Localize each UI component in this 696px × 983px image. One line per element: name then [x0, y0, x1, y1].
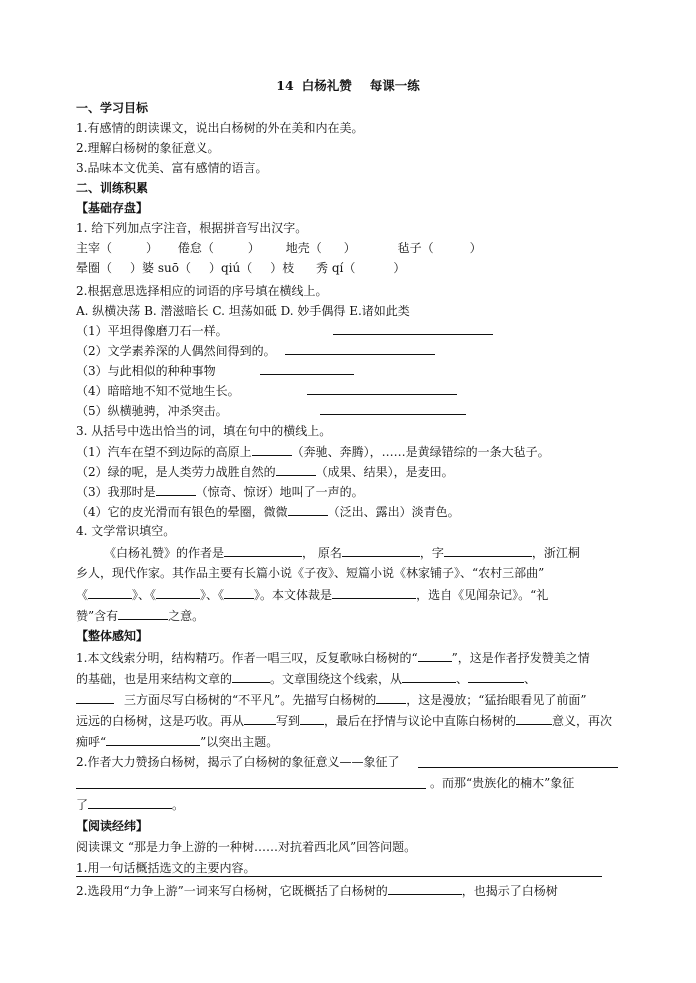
lesson-name: 白杨礼赞: [301, 78, 352, 93]
q2-blank-5[interactable]: [320, 414, 466, 415]
q4-line-4: 赞”含有 之意。: [76, 609, 205, 623]
section-overall: 【整体感知】: [76, 629, 149, 643]
q3-blank-4[interactable]: [288, 503, 328, 516]
overall-line-2: 的基础，也是用来结构文章的 。文章围绕这个线索，从 、 、: [76, 672, 537, 686]
q3-blank-3[interactable]: [156, 483, 196, 496]
overall-blank-7[interactable]: [244, 712, 276, 725]
overall-line-3: 三方面尽写白杨树的“不平凡”。先描写白杨树的 ，这是漫放；“猛抬眼看见了前面”: [76, 691, 587, 708]
reading-q2-blank[interactable]: [388, 882, 462, 895]
q4-line-2: 乡人，现代作家。其作品主要有长篇小说《子夜》、短篇小说《林家铺子》、“农村三部曲”: [76, 566, 545, 580]
overall-blank-10[interactable]: [106, 733, 200, 746]
q4-work3-blank[interactable]: [224, 586, 254, 599]
section-reading: 【阅读经纬】: [76, 819, 149, 833]
overall-blank-9[interactable]: [516, 712, 552, 725]
q2-item-2: （2）文学素养深的人偶然间得到的。: [76, 344, 276, 358]
q3-blank-1[interactable]: [252, 443, 292, 456]
q2-blank-1[interactable]: [333, 334, 493, 335]
q1-row2: 晕圈（ ）婆 suō（ ）qiú（ ）枝 秀 qí（ ）: [76, 261, 406, 275]
q4-work2-blank[interactable]: [156, 586, 200, 599]
q4-realname-blank[interactable]: [342, 544, 420, 557]
q4-work1-blank[interactable]: [88, 586, 132, 599]
q4-line-3: 《 》、《 》、《 》。本文体裁是 ，选自《见闻杂记》。“礼: [76, 588, 549, 602]
q1-row1: 主宰（ ） 倦怠（ ） 地壳（ ） 毡子（ ）: [76, 241, 482, 255]
q3-line-1: （1）汽车在望不到边际的高原上 （奔驰、奔腾），……是黄绿错综的一条大毡子。: [76, 445, 550, 459]
q4-meaning-blank[interactable]: [118, 607, 168, 620]
q2-item-5: （5）纵横驰骋，冲杀突击。: [76, 404, 228, 418]
q3-stem: 3. 从括号中选出恰当的词，填在句中的横线上。: [76, 424, 332, 438]
q2-options: A. 纵横决荡 B. 潜滋暗长 C. 坦荡如砥 D. 妙手偶得 E.诸如此类: [76, 304, 410, 318]
q4-stem: 4. 文学常识填空。: [76, 524, 176, 538]
q3-line-2: （2）绿的呢，是人类劳力战胜自然的 （成果、结果），是麦田。: [76, 465, 454, 479]
overall-blank-5[interactable]: [76, 691, 114, 704]
overall-line-4: 远远的白杨树，这是巧收。再从 写到 ，最后在抒情与议论中直陈白杨树的 意义，再次: [76, 714, 613, 728]
q2-stem: 2.根据意思选择相应的词语的序号填在横线上。: [76, 284, 328, 298]
lesson-tag: 每课一练: [369, 78, 420, 93]
goal-2: 2.理解白杨树的象征意义。: [76, 141, 220, 155]
q4-author-blank[interactable]: [224, 544, 302, 557]
q3-line-3: （3）我那时是 （惊奇、惊讶）地叫了一声的。: [76, 485, 364, 499]
q2-item-1: （1）平坦得像磨刀石一样。: [76, 324, 228, 338]
q1-stem: 1. 给下列加点字注音，根据拼音写出汉字。: [76, 221, 308, 235]
goal-3: 3.品味本文优美、富有感情的语言。: [76, 161, 268, 175]
overall-line-8: 了 。: [76, 798, 185, 812]
q3-blank-2[interactable]: [276, 463, 316, 476]
overall-line-6: 2.作者大力赞扬白杨树，揭示了白杨树的象征意义——象征了: [76, 755, 400, 769]
overall-blank-13[interactable]: [88, 796, 172, 809]
q3-line-4: （4）它的皮光滑而有银色的晕圈，微微 （泛出、露出）淡青色。: [76, 505, 460, 519]
overall-blank-3[interactable]: [402, 670, 456, 683]
section-basic: 【基础存盘】: [76, 201, 149, 215]
overall-blank-6[interactable]: [376, 691, 406, 704]
reading-q1: 1.用一句话概括选文的主要内容。: [76, 861, 256, 875]
goal-1: 1.有感情的朗读课文，说出白杨树的外在美和内在美。: [76, 121, 364, 135]
page-title: [0, 78, 696, 94]
overall-blank-1[interactable]: [418, 649, 452, 662]
overall-blank-2[interactable]: [232, 670, 270, 683]
overall-blank-4[interactable]: [468, 670, 524, 683]
q4-genre-blank[interactable]: [332, 586, 416, 599]
reading-q2: 2.选段用“力争上游”一词来写白杨树，它既概括了白杨树的 ，也揭示了白杨树: [76, 884, 558, 898]
overall-blank-11[interactable]: [418, 767, 618, 768]
overall-line-5: 痴呼“ ”以突出主题。: [76, 735, 279, 749]
lesson-number: 14: [276, 78, 294, 93]
q2-blank-4[interactable]: [307, 394, 457, 395]
q4-line-1: 《白杨礼赞》的作者是 ， 原名 ，字 ，浙江桐: [104, 546, 580, 560]
reading-intro: 阅读课文 “那是力争上游的一种树……对抗着西北风”回答问题。: [76, 840, 417, 854]
q2-item-3: （3）与此相似的种种事物: [76, 364, 216, 378]
overall-line-7: 。而那“贵族化的楠木”象征: [430, 776, 575, 790]
overall-line-1: 1.本文线索分明，结构精巧。作者一唱三叹，反复歌咏白杨树的“ ”，这是作者抒发赞美之情: [76, 651, 590, 665]
section-training: 二、训练积累: [76, 181, 149, 195]
overall-blank-8[interactable]: [300, 712, 324, 725]
q4-courtesy-blank[interactable]: [444, 544, 532, 557]
q2-blank-2[interactable]: [285, 354, 435, 355]
q2-blank-3[interactable]: [260, 374, 354, 375]
section-goals: 一、学习目标: [76, 101, 149, 115]
overall-blank-12[interactable]: [76, 788, 426, 789]
reading-q1-answer-line[interactable]: [76, 876, 602, 877]
q2-item-4: （4）暗暗地不知不觉地生长。: [76, 384, 240, 398]
